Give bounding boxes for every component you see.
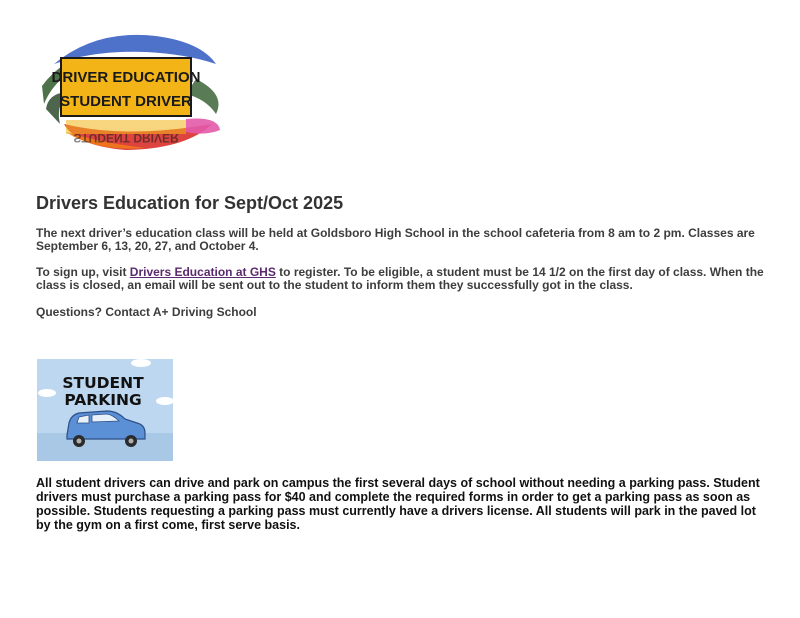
parking-line-2: PARKING [64, 391, 142, 409]
signup-text-before: To sign up, visit [36, 265, 130, 279]
student-parking-graphic [37, 359, 173, 461]
logo-reflection [66, 120, 186, 145]
class-schedule-paragraph: The next driver’s education class will be held at Goldsboro High School in the school cafeteria from 8 am to 2 pm. Classes are September 6, 13, 20, 27, and October 4. [36, 226, 755, 253]
page-title: Drivers Education for Sept/Oct 2025 [36, 193, 344, 213]
signup-text-after: to register. To be eligible, a student must be 14 1/2 on the first day of class. When the class is closed, an email will be sent out to the student to inform them they successfully got in the class. [36, 265, 764, 292]
student-parking-image [37, 359, 173, 461]
driver-education-logo [36, 24, 226, 154]
parking-policy-paragraph: All student drivers can drive and park on campus the first several days of school without needing a parking pass. Student drivers must purchase a parking pass for $40 and complete the required forms in order to get a parking pass as soon as possible. Students requesting a parking pass must currently have a drivers license. All students will park in the paved lot by the gym on a first come, first serve basis. [36, 476, 760, 532]
signup-paragraph [36, 266, 764, 292]
article [36, 192, 764, 319]
contact-paragraph: Questions? Contact A+ Driving School [36, 305, 257, 319]
cloud-icon [38, 389, 56, 397]
logo-line-2: STUDENT DRIVER [60, 93, 192, 110]
parking-line-1: STUDENT [62, 374, 144, 392]
driver-education-logo-graphic [36, 24, 226, 154]
logo-reflection-line-1: STUDENT DRIVER [73, 131, 179, 145]
drivers-education-link[interactable]: Drivers Education at GHS [129, 265, 276, 279]
cloud-icon [131, 359, 151, 367]
logo-line-1: DRIVER EDUCATION [51, 69, 201, 86]
